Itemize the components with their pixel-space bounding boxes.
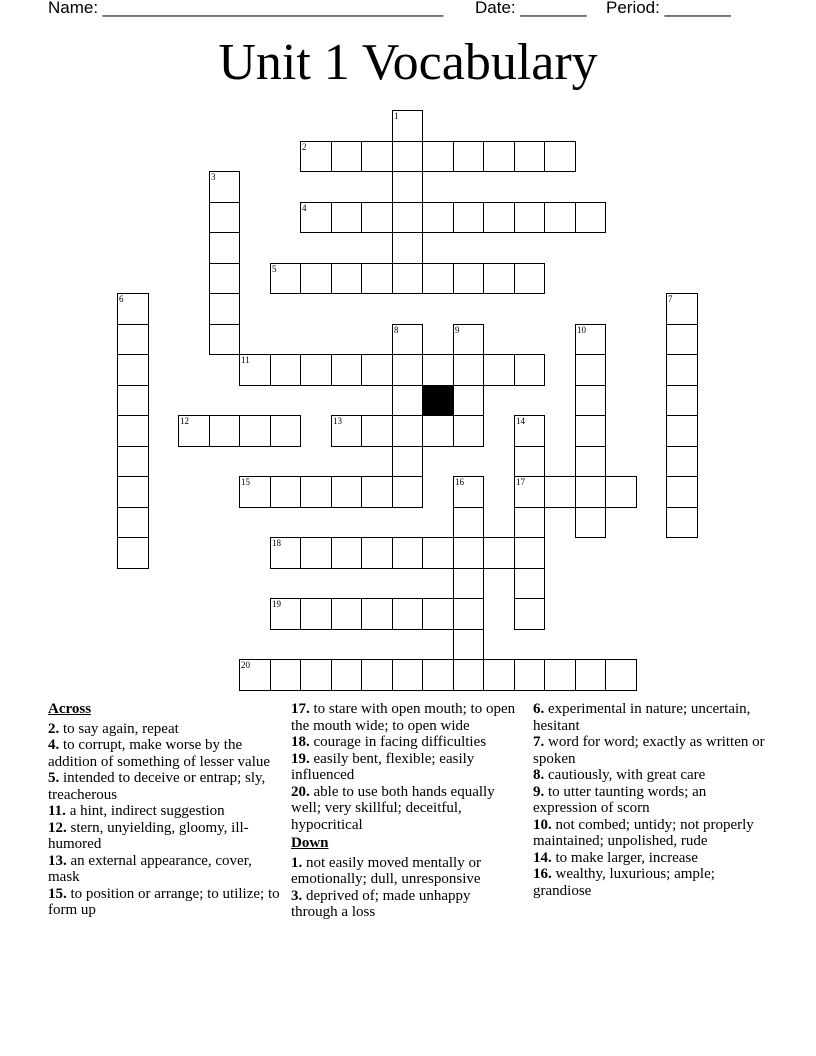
clue-column-2 bbox=[291, 701, 519, 921]
grid-cell[interactable] bbox=[239, 476, 271, 508]
grid-cell[interactable] bbox=[514, 659, 545, 691]
clue-item: 15. to position or arrange; to utilize; to form up bbox=[48, 885, 280, 918]
grid-cell[interactable] bbox=[300, 659, 332, 691]
grid-cell[interactable] bbox=[331, 263, 362, 294]
grid-cell[interactable] bbox=[666, 476, 698, 508]
grid-cell[interactable] bbox=[422, 202, 454, 233]
clue-item: 19. easily bent, flexible; easily influenced bbox=[291, 750, 475, 783]
grid-cell[interactable] bbox=[117, 324, 149, 355]
grid-cell[interactable] bbox=[575, 507, 606, 538]
grid-cell[interactable] bbox=[666, 415, 698, 447]
grid-cell[interactable] bbox=[392, 171, 423, 203]
clue-number: 1 bbox=[394, 111, 399, 121]
clue-item: 12. stern, unyielding, gloomy, ill-humored bbox=[48, 819, 249, 852]
grid-cell[interactable] bbox=[605, 659, 637, 691]
grid-cell[interactable] bbox=[361, 141, 393, 172]
grid-cell[interactable] bbox=[392, 415, 423, 447]
grid-cell[interactable] bbox=[331, 659, 362, 691]
grid-cell[interactable] bbox=[117, 354, 149, 386]
grid-cell[interactable] bbox=[117, 446, 149, 477]
grid-cell[interactable] bbox=[453, 141, 484, 172]
grid-cell[interactable] bbox=[361, 476, 393, 508]
clue-item: 1. not easily moved mentally or emotionally; dull, unresponsive bbox=[291, 854, 481, 887]
grid-cell[interactable] bbox=[392, 385, 423, 416]
grid-cell[interactable] bbox=[331, 202, 362, 233]
grid-cell[interactable] bbox=[666, 385, 698, 416]
grid-cell[interactable] bbox=[514, 415, 545, 447]
grid-cell[interactable] bbox=[514, 446, 545, 477]
grid-cell[interactable] bbox=[117, 507, 149, 538]
grid-cell[interactable] bbox=[392, 659, 423, 691]
grid-cell[interactable] bbox=[117, 537, 149, 569]
grid-cell[interactable] bbox=[270, 354, 301, 386]
clue-item: 2. to say again, repeat bbox=[48, 720, 179, 737]
clue-item: 3. deprived of; made unhappy through a loss bbox=[291, 887, 471, 920]
grid-cell[interactable] bbox=[331, 537, 362, 569]
clue-item: 10. not combed; untidy; not properly maintained; unpolished, rude bbox=[533, 816, 754, 849]
clue-item: 7. word for word; exactly as written or spoken bbox=[533, 734, 765, 767]
grid-cell[interactable] bbox=[483, 202, 515, 233]
grid-cell[interactable] bbox=[483, 354, 515, 386]
grid-cell[interactable] bbox=[392, 232, 423, 264]
grid-cell[interactable] bbox=[270, 598, 301, 630]
grid-cell[interactable] bbox=[361, 537, 393, 569]
clue-number: 8 bbox=[394, 325, 399, 335]
grid-cell[interactable] bbox=[514, 598, 545, 630]
grid-cell[interactable] bbox=[392, 263, 423, 294]
grid-cell[interactable] bbox=[544, 476, 576, 508]
grid-cell[interactable] bbox=[209, 171, 240, 203]
grid-cell[interactable] bbox=[300, 476, 332, 508]
grid-cell[interactable] bbox=[392, 202, 423, 233]
grid-cell[interactable] bbox=[300, 537, 332, 569]
clue-item: 14. to make larger, increase bbox=[533, 849, 698, 866]
clue-number: 10 bbox=[577, 325, 586, 335]
grid-cell[interactable] bbox=[514, 476, 545, 508]
clue-number: 17 bbox=[516, 477, 525, 487]
grid-cell[interactable] bbox=[575, 446, 606, 477]
clue-number: 2 bbox=[302, 142, 307, 152]
grid-cell[interactable] bbox=[209, 232, 240, 264]
clue-item: 9. to utter taunting words; an expression of scorn bbox=[533, 783, 707, 816]
grid-cell[interactable] bbox=[361, 598, 393, 630]
clue-number: 3 bbox=[211, 172, 216, 182]
clue-item: 13. an external appearance, cover, mask bbox=[48, 852, 252, 885]
grid-cell[interactable] bbox=[605, 476, 637, 508]
clue-column-3 bbox=[533, 701, 768, 899]
grid-cell[interactable] bbox=[514, 263, 545, 294]
grid-cell[interactable] bbox=[514, 507, 545, 538]
clue-item: 8. cautiously, with great care bbox=[533, 767, 706, 783]
grid-cell[interactable] bbox=[178, 415, 210, 447]
grid-cell[interactable] bbox=[483, 537, 515, 569]
clue-column-1 bbox=[48, 701, 280, 919]
clue-number: 19 bbox=[272, 599, 281, 609]
grid-cell[interactable] bbox=[453, 659, 484, 691]
grid-cell[interactable] bbox=[514, 354, 545, 386]
clue-item: 16. wealthy, luxurious; ample; grandiose bbox=[533, 866, 715, 899]
grid-cell[interactable] bbox=[117, 476, 149, 508]
clue-number: 18 bbox=[272, 538, 281, 548]
grid-cell[interactable] bbox=[361, 415, 393, 447]
grid-cell[interactable] bbox=[209, 324, 240, 355]
grid-cell[interactable] bbox=[514, 537, 545, 569]
grid-cell[interactable] bbox=[575, 202, 606, 233]
grid-cell[interactable] bbox=[239, 659, 271, 691]
grid-cell[interactable] bbox=[575, 385, 606, 416]
grid-cell[interactable] bbox=[422, 415, 454, 447]
grid-cell[interactable] bbox=[514, 141, 545, 172]
grid-cell[interactable] bbox=[514, 202, 545, 233]
down-heading: Down bbox=[291, 835, 329, 851]
clue-number: 13 bbox=[333, 416, 342, 426]
grid-cell[interactable] bbox=[483, 659, 515, 691]
grid-cell[interactable] bbox=[239, 415, 271, 447]
grid-cell[interactable] bbox=[361, 263, 393, 294]
clue-number: 4 bbox=[302, 203, 307, 213]
grid-cell[interactable] bbox=[392, 598, 423, 630]
grid-cell[interactable] bbox=[453, 385, 484, 416]
grid-cell[interactable] bbox=[209, 263, 240, 294]
grid-cell[interactable] bbox=[453, 537, 484, 569]
grid-cell[interactable] bbox=[483, 263, 515, 294]
grid-cell[interactable] bbox=[239, 354, 271, 386]
grid-cell[interactable] bbox=[666, 446, 698, 477]
grid-cell[interactable] bbox=[453, 629, 484, 660]
grid-cell[interactable] bbox=[361, 202, 393, 233]
clue-number: 14 bbox=[516, 416, 525, 426]
black-square bbox=[422, 385, 454, 416]
grid-cell[interactable] bbox=[300, 141, 332, 172]
grid-cell[interactable] bbox=[270, 659, 301, 691]
grid-cell[interactable] bbox=[422, 537, 454, 569]
clue-item: 18. courage in facing difficulties bbox=[291, 734, 487, 750]
grid-cell[interactable] bbox=[575, 476, 606, 508]
clue-number: 12 bbox=[180, 416, 189, 426]
grid-cell[interactable] bbox=[300, 598, 332, 630]
grid-cell[interactable] bbox=[331, 354, 362, 386]
grid-cell[interactable] bbox=[209, 415, 240, 447]
grid-cell[interactable] bbox=[361, 659, 393, 691]
grid-cell[interactable] bbox=[392, 141, 423, 172]
clue-number: 20 bbox=[241, 660, 250, 670]
grid-cell[interactable] bbox=[453, 324, 484, 355]
grid-cell[interactable] bbox=[514, 568, 545, 599]
grid-cell[interactable] bbox=[422, 141, 454, 172]
grid-cell[interactable] bbox=[544, 202, 576, 233]
grid-cell[interactable] bbox=[392, 354, 423, 386]
clue-number: 9 bbox=[455, 325, 460, 335]
clue-number: 15 bbox=[241, 477, 250, 487]
grid-cell[interactable] bbox=[453, 507, 484, 538]
grid-cell[interactable] bbox=[453, 476, 484, 508]
grid-cell[interactable] bbox=[270, 263, 301, 294]
clue-item: 17. to stare with open mouth; to open the mouth wide; to open wide bbox=[291, 701, 516, 734]
grid-cell[interactable] bbox=[270, 537, 301, 569]
grid-cell[interactable] bbox=[575, 415, 606, 447]
grid-cell[interactable] bbox=[422, 598, 454, 630]
grid-cell[interactable] bbox=[666, 507, 698, 538]
clue-number: 16 bbox=[455, 477, 464, 487]
grid-cell[interactable] bbox=[270, 415, 301, 447]
clue-item: 4. to corrupt, make worse by the addition of something of lesser value bbox=[48, 737, 271, 770]
grid-cell[interactable] bbox=[422, 263, 454, 294]
across-heading: Across bbox=[48, 701, 92, 717]
grid-cell[interactable] bbox=[300, 263, 332, 294]
grid-cell[interactable] bbox=[209, 293, 240, 325]
grid-cell[interactable] bbox=[331, 476, 362, 508]
grid-cell[interactable] bbox=[422, 659, 454, 691]
grid-cell[interactable] bbox=[392, 110, 423, 142]
grid-cell[interactable] bbox=[666, 293, 698, 325]
grid-cell[interactable] bbox=[117, 385, 149, 416]
period-field[interactable]: Period: _______ bbox=[606, 0, 731, 17]
grid-cell[interactable] bbox=[544, 659, 576, 691]
clue-item: 20. able to use both hands equally well; very skillful; deceitful, hypocritical bbox=[291, 783, 495, 833]
grid-cell[interactable] bbox=[392, 324, 423, 355]
grid-cell[interactable] bbox=[453, 354, 484, 386]
grid-cell[interactable] bbox=[453, 263, 484, 294]
grid-cell[interactable] bbox=[453, 568, 484, 599]
name-field[interactable]: Name: ____________________________________ bbox=[48, 0, 444, 17]
clue-number: 5 bbox=[272, 264, 277, 274]
grid-cell[interactable] bbox=[666, 354, 698, 386]
clue-item: 11. a hint, indirect suggestion bbox=[48, 803, 225, 819]
grid-cell[interactable] bbox=[209, 202, 240, 233]
clue-number: 7 bbox=[668, 294, 673, 304]
grid-cell[interactable] bbox=[575, 659, 606, 691]
grid-cell[interactable] bbox=[270, 476, 301, 508]
grid-cell[interactable] bbox=[392, 446, 423, 477]
grid-cell[interactable] bbox=[422, 354, 454, 386]
grid-cell[interactable] bbox=[483, 141, 515, 172]
grid-cell[interactable] bbox=[361, 354, 393, 386]
grid-cell[interactable] bbox=[117, 293, 149, 325]
clue-number: 6 bbox=[119, 294, 124, 304]
clue-item: 5. intended to deceive or entrap; sly, treacherous bbox=[48, 770, 266, 803]
grid-cell[interactable] bbox=[300, 354, 332, 386]
grid-cell[interactable] bbox=[666, 324, 698, 355]
grid-cell[interactable] bbox=[300, 202, 332, 233]
grid-cell[interactable] bbox=[392, 476, 423, 508]
grid-cell[interactable] bbox=[392, 537, 423, 569]
grid-cell[interactable] bbox=[331, 415, 362, 447]
grid-cell[interactable] bbox=[117, 415, 149, 447]
clue-number: 11 bbox=[241, 355, 250, 365]
grid-cell[interactable] bbox=[453, 202, 484, 233]
grid-cell[interactable] bbox=[575, 324, 606, 355]
clue-item: 6. experimental in nature; uncertain, hesitant bbox=[533, 701, 751, 734]
grid-cell[interactable] bbox=[575, 354, 606, 386]
grid-cell[interactable] bbox=[544, 141, 576, 172]
grid-cell[interactable] bbox=[331, 141, 362, 172]
grid-cell[interactable] bbox=[453, 598, 484, 630]
grid-cell[interactable] bbox=[331, 598, 362, 630]
grid-cell[interactable] bbox=[453, 415, 484, 447]
page-title: Unit 1 Vocabulary bbox=[218, 34, 598, 91]
date-field[interactable]: Date: _______ bbox=[475, 0, 587, 17]
